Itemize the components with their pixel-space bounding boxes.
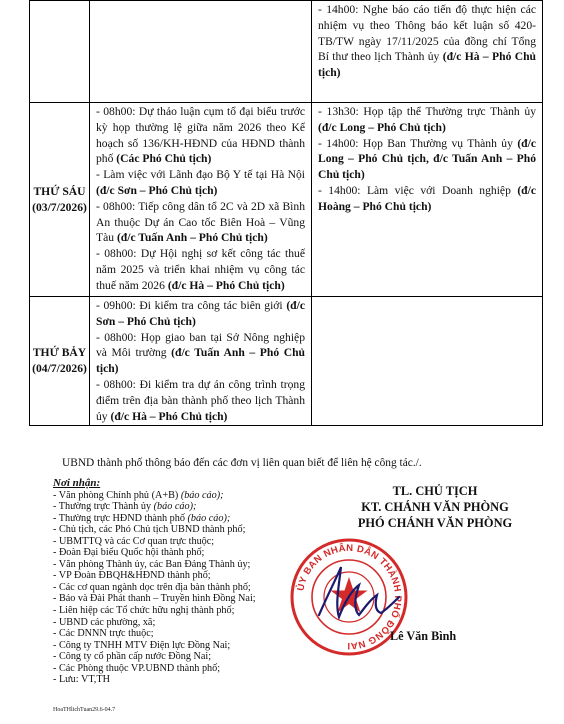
day-cell — [30, 1, 90, 103]
schedule-item: - 08h00: Dự thảo luận cụm tổ đại biểu trước kỳ họp thường lệ giữa năm 2026 theo Kế hoạch số 136/KH-HĐND của HĐND thành phố (Các Phó Chủ tịch) — [96, 105, 305, 166]
day-date: (04/7/2026) — [32, 362, 87, 376]
recipient-item: - Các Phòng thuộc VP.UBND thành phố; — [53, 662, 221, 674]
day-name: THỨ BẢY — [32, 346, 87, 360]
schedule-item: - 08h00: Họp giao ban tại Sở Nông nghiệp và Môi trường (đ/c Tuấn Anh – Phó Chủ tịch) — [96, 330, 305, 376]
recipient-item: - Công ty cổ phần cấp nước Đồng Nai; — [53, 651, 212, 663]
schedule-item: - 14h00: Họp Ban Thường vụ Thành ủy (đ/c Long – Phó Chủ tịch, đ/c Tuấn Anh – Phó Chủ tịch) — [318, 136, 536, 182]
seal-text: ỦY BAN NHÂN DÂN THÀNH PHỐ ĐỒNG NAI — [295, 542, 404, 652]
afternoon-cell — [312, 1, 543, 103]
recipients-title: Nơi nhận: — [53, 477, 101, 489]
recipient-item: - Báo và Đài Phát thanh – Truyền hình Đồng Nai; — [53, 593, 256, 605]
afternoon-cell-friday — [312, 103, 543, 297]
recipient-item: - Liên hiệp các Tổ chức hữu nghị thành phố; — [53, 605, 235, 617]
recipient-item: - Thường trực Thành ủy (báo cáo); — [53, 501, 197, 513]
signer-name: Lê Văn Bình — [390, 629, 457, 643]
recipient-item: - Các cơ quan ngành dọc trên địa bàn thành phố; — [53, 581, 251, 593]
afternoon-cell-saturday — [312, 297, 543, 426]
schedule-item: - Làm việc với Lãnh đạo Bộ Y tế tại Hà Nội (đ/c Sơn – Phó Chủ tịch) — [96, 168, 305, 197]
notice-text: UBND thành phố thông báo đến các đơn vị liên quan biết để liên hệ công tác./. — [62, 457, 422, 469]
day-cell-friday — [30, 103, 90, 297]
day-name: THỨ SÁU — [33, 184, 86, 198]
schedule-item: - 13h30: Họp tập thể Thường trực Thành ủy (đ/c Long – Phó Chủ tịch) — [318, 105, 536, 134]
schedule-item: - 09h00: Đi kiểm tra công tác biên giới (đ/c Sơn – Phó Chủ tịch) — [96, 299, 305, 328]
morning-cell-saturday — [90, 297, 312, 426]
recipient-item: - Lưu: VT,TH — [53, 674, 110, 686]
schedule-row-saturday — [30, 297, 543, 426]
schedule-item: - 08h00: Dự Hội nghị sơ kết công tác thuế năm 2025 và triển khai nhiệm vụ công tác thuế năm 2026 (đ/c Hà – Phó Chủ tịch) — [96, 247, 305, 292]
schedule-row-continued — [30, 1, 543, 103]
schedule-item: - 14h00: Làm việc với Doanh nghiệp (đ/c Hoàng – Phó Chủ tịch) — [318, 183, 536, 213]
recipient-item: - Các DNNN trực thuộc; — [53, 628, 154, 640]
sign-line-2: KT. CHÁNH VĂN PHÒNG — [361, 500, 509, 514]
file-code: HoaTHlichTuan29.6-04.7 — [53, 707, 116, 713]
recipient-item: - Thường trực HĐND thành phố (báo cáo); — [53, 512, 231, 524]
day-cell-saturday — [30, 297, 90, 426]
recipient-item: - Đoàn Đại biểu Quốc hội thành phố; — [53, 547, 205, 559]
morning-cell — [90, 1, 312, 103]
schedule-row-friday — [30, 103, 543, 297]
recipient-item: - Chủ tịch, các Phó Chủ tịch UBND thành phố; — [53, 524, 246, 536]
recipient-item: - Công ty TNHH MTV Điện lực Đồng Nai; — [53, 639, 231, 651]
morning-cell-friday — [90, 103, 312, 297]
recipient-item: - UBMTTQ và các Cơ quan trực thuộc; — [53, 535, 215, 547]
schedule-item: - 08h00: Đi kiểm tra dự án công trình trọng điểm trên địa bàn thành phố theo lịch Thành ủy (đ/c Hà – Phó Chủ tịch) — [96, 377, 305, 423]
signature-block — [332, 483, 538, 531]
recipients-block — [53, 478, 313, 686]
recipient-item: - Văn phòng Chính phủ (A+B) (báo cáo); — [53, 489, 224, 501]
recipient-item: - VP Đoàn ĐBQH&HĐND thành phố; — [53, 570, 211, 582]
schedule-table — [29, 0, 543, 426]
sign-line-1: TL. CHỦ TỊCH — [392, 484, 478, 498]
recipient-item: - Văn phòng Thành ủy, các Ban Đảng Thành ủy; — [53, 558, 251, 570]
schedule-item: - 08h00: Tiếp công dân tổ 2C và 2D xã Bình An thuộc Dự án Cao tốc Biên Hoà – Vũng Tàu (đ/c Tuấn Anh – Phó Chủ tịch) — [96, 199, 305, 245]
recipient-item: - UBND các phường, xã; — [53, 616, 156, 628]
schedule-item: - 14h00: Nghe báo cáo tiến độ thực hiện các nhiệm vụ theo Thông báo kết luận số 420-TB/TW ngày 17/11/2025 của đồng chí Tổng Bí thư theo lịch Thành ủy (đ/c Hà – Phó Chủ tịch) — [318, 3, 537, 80]
sign-line-3: PHÓ CHÁNH VĂN PHÒNG — [357, 516, 513, 530]
day-date: (03/7/2026) — [32, 200, 87, 214]
